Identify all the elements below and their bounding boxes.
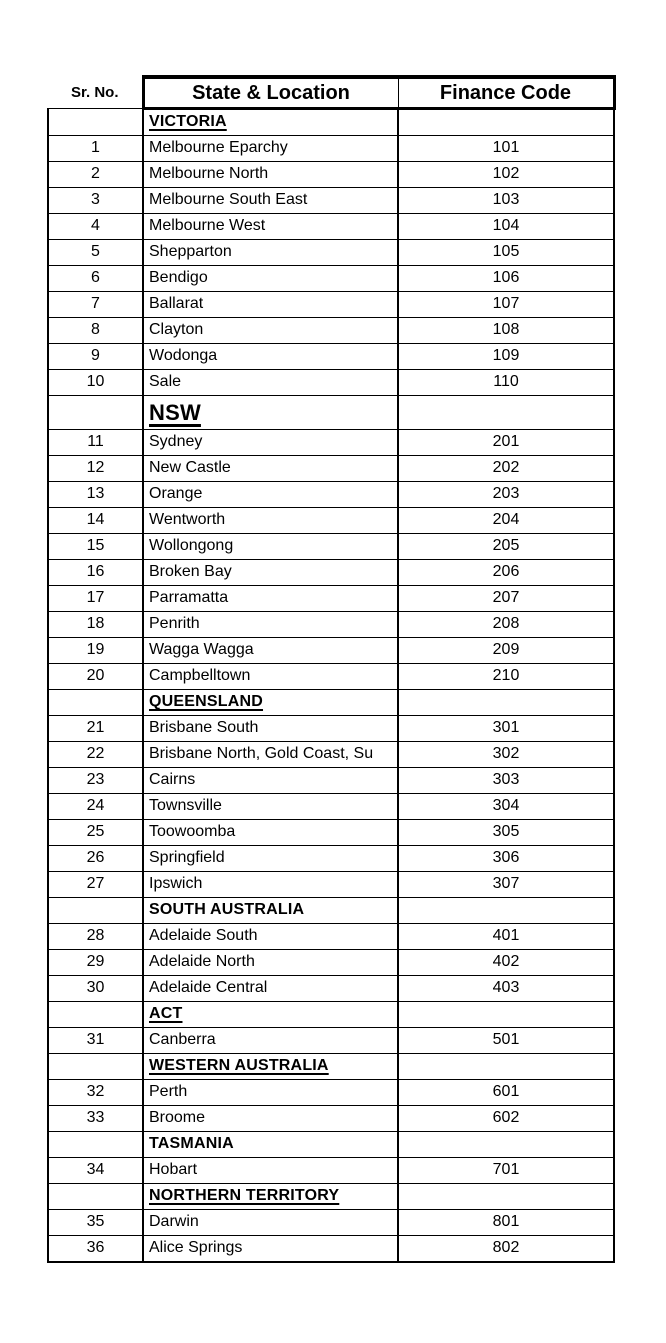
sr-no-cell [48,898,143,924]
finance-code-cell [398,109,614,136]
sr-no-cell: 12 [48,456,143,482]
finance-code-cell: 201 [398,430,614,456]
location-row [48,950,614,976]
state-section-label: NSW [149,399,201,425]
location-cell: Adelaide South [143,924,398,950]
location-cell: Brisbane North, Gold Coast, Su [143,742,398,768]
location-row [48,162,614,188]
finance-code-cell: 106 [398,266,614,292]
location-cell: Melbourne Eparchy [143,136,398,162]
state-section-label: WESTERN AUSTRALIA [149,1057,329,1075]
location-cell: Wagga Wagga [143,638,398,664]
location-cell: Broome [143,1106,398,1132]
state-section-row [48,1054,614,1080]
location-row [48,482,614,508]
sr-no-cell: 3 [48,188,143,214]
sr-no-cell: 31 [48,1028,143,1054]
location-cell: Wentworth [143,508,398,534]
finance-code-cell: 602 [398,1106,614,1132]
sr-no-cell: 10 [48,370,143,396]
sr-no-cell: 27 [48,872,143,898]
sr-no-cell: 29 [48,950,143,976]
sr-no-cell: 16 [48,560,143,586]
location-row [48,292,614,318]
sr-no-cell: 34 [48,1158,143,1184]
sr-no-cell: 18 [48,612,143,638]
state-section-cell [143,396,398,430]
finance-code-cell: 403 [398,976,614,1002]
sr-no-cell: 22 [48,742,143,768]
state-section-cell [143,109,398,136]
finance-code-table [47,75,616,1263]
finance-code-cell: 206 [398,560,614,586]
state-section-cell [143,1054,398,1080]
location-cell: Orange [143,482,398,508]
finance-code-cell: 202 [398,456,614,482]
location-cell: Toowoomba [143,820,398,846]
state-section-label: TASMANIA [149,1135,234,1153]
sr-no-cell: 6 [48,266,143,292]
sr-no-cell: 13 [48,482,143,508]
location-row [48,240,614,266]
sr-no-cell: 4 [48,214,143,240]
sr-no-cell: 19 [48,638,143,664]
state-section-label: SOUTH AUSTRALIA [149,901,305,919]
document-page [47,75,616,1263]
location-row [48,266,614,292]
finance-code-cell: 207 [398,586,614,612]
sr-no-cell [48,690,143,716]
location-row [48,664,614,690]
finance-code-cell: 210 [398,664,614,690]
state-section-row [48,898,614,924]
location-cell: Melbourne South East [143,188,398,214]
sr-no-cell [48,1132,143,1158]
finance-code-cell: 204 [398,508,614,534]
location-row [48,1236,614,1263]
sr-no-cell: 32 [48,1080,143,1106]
sr-no-cell: 2 [48,162,143,188]
location-row [48,612,614,638]
location-row [48,214,614,240]
location-cell: Penrith [143,612,398,638]
finance-code-cell: 104 [398,214,614,240]
sr-no-cell: 23 [48,768,143,794]
location-row [48,430,614,456]
location-row [48,638,614,664]
location-cell: Wodonga [143,344,398,370]
sr-no-cell: 14 [48,508,143,534]
location-cell: Ipswich [143,872,398,898]
location-cell: Darwin [143,1210,398,1236]
sr-no-cell [48,109,143,136]
finance-code-cell: 105 [398,240,614,266]
location-row [48,1210,614,1236]
finance-code-cell: 103 [398,188,614,214]
header-state-location: State & Location [143,77,398,109]
state-section-cell [143,898,398,924]
finance-code-cell: 801 [398,1210,614,1236]
state-section-label: QUEENSLAND [149,693,264,711]
location-cell: Bendigo [143,266,398,292]
table-body [48,109,614,1263]
location-row [48,872,614,898]
sr-no-cell: 26 [48,846,143,872]
location-row [48,188,614,214]
state-section-row [48,1184,614,1210]
finance-code-cell [398,1184,614,1210]
location-row [48,534,614,560]
location-row [48,1028,614,1054]
sr-no-cell: 8 [48,318,143,344]
table-header-row [48,77,614,109]
sr-no-cell: 5 [48,240,143,266]
location-cell: Adelaide North [143,950,398,976]
location-cell: Shepparton [143,240,398,266]
state-section-row [48,1002,614,1028]
location-row [48,742,614,768]
sr-no-cell: 9 [48,344,143,370]
sr-no-cell: 28 [48,924,143,950]
state-section-row [48,396,614,430]
finance-code-cell: 102 [398,162,614,188]
location-cell: Campbelltown [143,664,398,690]
location-row [48,136,614,162]
header-sr-no: Sr. No. [48,77,143,109]
state-section-label: VICTORIA [149,113,227,131]
finance-code-cell [398,1002,614,1028]
finance-code-cell: 108 [398,318,614,344]
state-section-cell [143,1002,398,1028]
location-cell: Melbourne West [143,214,398,240]
state-section-label: NORTHERN TERRITORY [149,1187,340,1205]
location-cell: Broken Bay [143,560,398,586]
finance-code-cell: 501 [398,1028,614,1054]
location-cell: Ballarat [143,292,398,318]
state-section-label: ACT [149,1005,183,1023]
location-cell: Adelaide Central [143,976,398,1002]
finance-code-cell [398,690,614,716]
sr-no-cell: 24 [48,794,143,820]
finance-code-cell: 401 [398,924,614,950]
state-section-cell [143,690,398,716]
location-cell: Townsville [143,794,398,820]
sr-no-cell [48,1054,143,1080]
finance-code-cell [398,1132,614,1158]
location-row [48,768,614,794]
location-cell: Sale [143,370,398,396]
location-cell: Perth [143,1080,398,1106]
location-cell: Alice Springs [143,1236,398,1263]
location-cell: Sydney [143,430,398,456]
state-section-row [48,1132,614,1158]
location-cell: New Castle [143,456,398,482]
sr-no-cell [48,1184,143,1210]
sr-no-cell: 21 [48,716,143,742]
finance-code-cell: 304 [398,794,614,820]
location-row [48,924,614,950]
sr-no-cell: 36 [48,1236,143,1263]
finance-code-cell: 306 [398,846,614,872]
location-row [48,1106,614,1132]
location-cell: Melbourne North [143,162,398,188]
sr-no-cell: 1 [48,136,143,162]
location-row [48,370,614,396]
finance-code-cell: 305 [398,820,614,846]
sr-no-cell: 7 [48,292,143,318]
state-section-cell [143,1132,398,1158]
location-row [48,976,614,1002]
finance-code-cell: 110 [398,370,614,396]
sr-no-cell: 30 [48,976,143,1002]
location-row [48,794,614,820]
location-cell: Cairns [143,768,398,794]
sr-no-cell: 35 [48,1210,143,1236]
location-cell: Springfield [143,846,398,872]
state-section-row [48,690,614,716]
finance-code-cell: 208 [398,612,614,638]
sr-no-cell: 25 [48,820,143,846]
finance-code-cell: 205 [398,534,614,560]
sr-no-cell: 15 [48,534,143,560]
location-row [48,1158,614,1184]
sr-no-cell [48,1002,143,1028]
sr-no-cell: 17 [48,586,143,612]
location-row [48,318,614,344]
location-row [48,508,614,534]
sr-no-cell: 20 [48,664,143,690]
finance-code-cell [398,396,614,430]
sr-no-cell [48,396,143,430]
state-section-cell [143,1184,398,1210]
location-cell: Clayton [143,318,398,344]
finance-code-cell: 802 [398,1236,614,1263]
location-row [48,560,614,586]
location-row [48,344,614,370]
finance-code-cell: 203 [398,482,614,508]
finance-code-cell: 107 [398,292,614,318]
finance-code-cell: 101 [398,136,614,162]
finance-code-cell [398,1054,614,1080]
finance-code-cell: 307 [398,872,614,898]
finance-code-cell: 701 [398,1158,614,1184]
sr-no-cell: 33 [48,1106,143,1132]
finance-code-cell: 302 [398,742,614,768]
finance-code-cell: 402 [398,950,614,976]
finance-code-cell [398,898,614,924]
location-cell: Brisbane South [143,716,398,742]
finance-code-cell: 109 [398,344,614,370]
location-row [48,456,614,482]
state-section-row [48,109,614,136]
finance-code-cell: 601 [398,1080,614,1106]
location-row [48,586,614,612]
location-cell: Parramatta [143,586,398,612]
header-finance-code: Finance Code [398,77,614,109]
location-cell: Canberra [143,1028,398,1054]
finance-code-cell: 209 [398,638,614,664]
finance-code-cell: 303 [398,768,614,794]
location-row [48,716,614,742]
location-row [48,1080,614,1106]
sr-no-cell: 11 [48,430,143,456]
location-cell: Wollongong [143,534,398,560]
location-row [48,820,614,846]
finance-code-cell: 301 [398,716,614,742]
location-cell: Hobart [143,1158,398,1184]
location-row [48,846,614,872]
